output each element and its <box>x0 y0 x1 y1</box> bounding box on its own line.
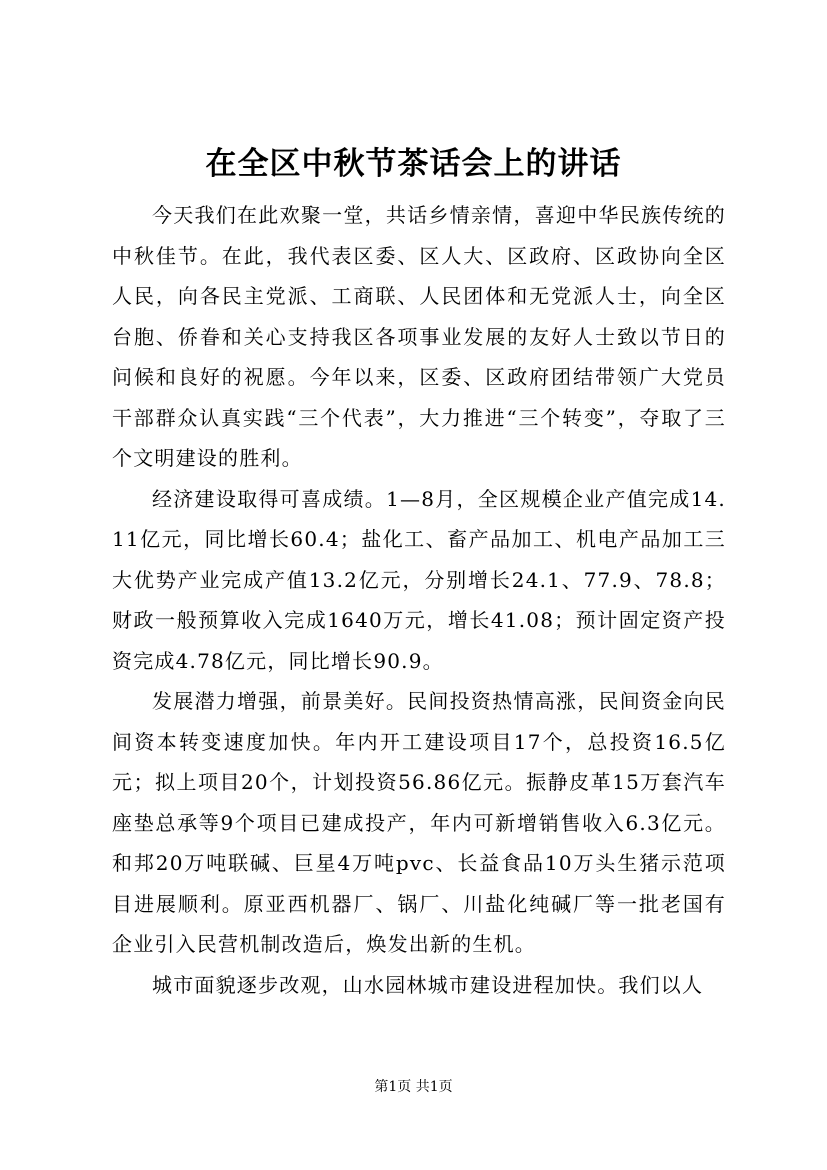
page-footer: 第1页 共1页 <box>374 1079 453 1095</box>
document-body <box>112 195 726 1005</box>
paragraph-city: 城市面貌逐步改观，山水园林城市建设进程加快。我们以人 <box>152 972 704 997</box>
paragraph-potential: 发展潜力增强，前景美好。民间投资热情高涨，民间资金向民间资本转变速度加快。年内开工建设项目17个，总投资16.5亿元；拟上项目20个，计划投资56.86亿元。振静皮革15万套汽车座垫总承等9个项目已建成投产，年内可新增销售收入6.3亿元。和邦20万吨联碱、巨星4万吨pvc、长益食品10万头生猪示范项目进展顺利。原亚西机器厂、锅厂、川盐化纯碱厂等一批老国有企业引入民营机制改造后，焕发出新的生机。 <box>112 689 726 956</box>
document-title: 在全区中秋节茶话会上的讲话 <box>205 146 622 182</box>
paragraph-economy: 经济建设取得可喜成绩。1—8月，全区规模企业产值完成14.11亿元，同比增长60.4；盐化工、畜产品加工、机电产品加工三大优势产业完成产值13.2亿元，分别增长24.1、77.9、78.8；财政一般预算收入完成1640万元，增长41.08；预计固定资产投资完成4.78亿元，同比增长90.9。 <box>112 486 726 673</box>
paragraph-intro: 今天我们在此欢聚一堂，共话乡情亲情，喜迎中华民族传统的中秋佳节。在此，我代表区委、区人大、区政府、区政协向全区人民，向各民主党派、工商联、人民团体和无党派人士，向全区台胞、侨眷和关心支持我区各项事业发展的友好人士致以节日的问候和良好的祝愿。今年以来，区委、区政府团结带领广大党员干部群众认真实践“三个代表”，大力推进“三个转变”，夺取了三个文明建设的胜利。 <box>112 203 726 470</box>
